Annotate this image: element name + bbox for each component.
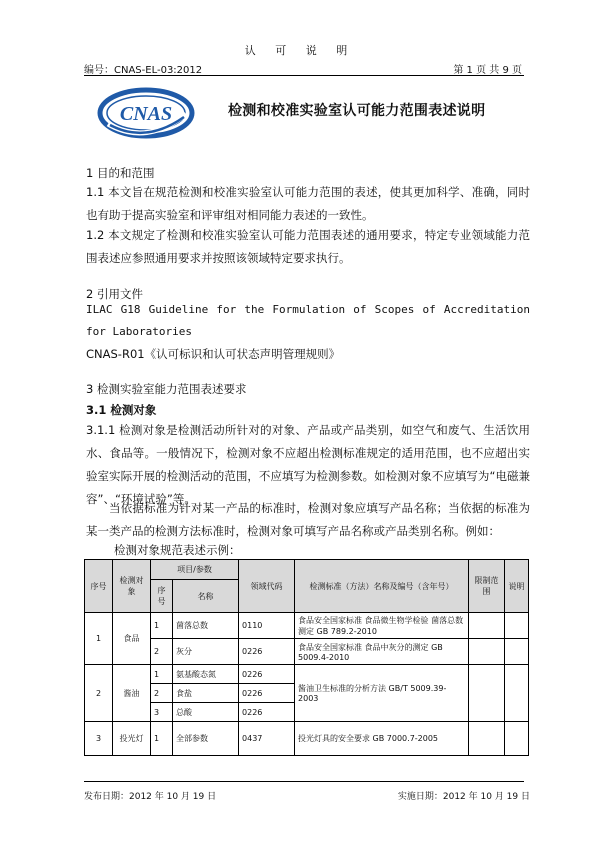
cell-name: 食盐 xyxy=(173,684,239,703)
header-field-code: 领域代码 xyxy=(239,560,295,613)
header-object: 检测对象 xyxy=(113,560,151,613)
table-row xyxy=(85,639,529,665)
cnas-logo xyxy=(96,84,196,140)
cell-note xyxy=(505,665,529,722)
cell-name: 氨基酸态氮 xyxy=(173,665,239,684)
cell-note xyxy=(505,722,529,756)
section-3-heading: 3 检测实验室能力范围表述要求 xyxy=(86,382,247,396)
document-code: 编号：CNAS-EL-03:2012 xyxy=(84,65,203,76)
section-2-heading: 2 引用文件 xyxy=(86,287,143,301)
cell-field-code: 0110 xyxy=(239,613,295,639)
cell-standard: 酱油卫生标准的分析方法 GB/T 5009.39-2003 xyxy=(295,665,469,722)
header-standard: 检测标准（方法）名称及编号（含年号） xyxy=(295,560,469,613)
section-1-paragraph-1: 1.1 本文旨在规范检测和校准实验室认可能力范围的表述，使其更加科学、准确，同时也有助于提高实验室和评审组对相同能力表述的一致性。 xyxy=(86,185,530,222)
section-1-heading: 1 目的和范围 xyxy=(86,166,155,180)
section-3-1-1-paragraph: 3.1.1 检测对象是检测活动所针对的对象、产品或产品类别，如空气和废气、生活饮用水、食品等。一般情况下，检测对象不应超出检测标准规定的适用范围，也不应超出实验室实际开展的检测活动的范围，不应填写为检测参数。如检测对象不应填写为“电磁兼容”、“环境试验”等。 xyxy=(86,423,530,506)
cell-field-code: 0437 xyxy=(239,722,295,756)
cell-sub-seq: 1 xyxy=(151,665,173,684)
table-row xyxy=(85,613,529,639)
document-title: 检测和校准实验室认可能力范围表述说明 xyxy=(228,103,486,119)
cell-limit xyxy=(469,722,505,756)
cell-standard: 食品安全国家标准 食品中灰分的测定 GB 5009.4-2010 xyxy=(295,639,469,665)
cell-object: 酱油 xyxy=(113,665,151,722)
scope-example-table xyxy=(84,559,529,756)
page-info: 第 1 页 共 9 页 xyxy=(453,65,522,76)
implement-date: 实施日期：2012 年 10 月 19 日 xyxy=(397,792,530,802)
cell-standard: 食品安全国家标准 食品微生物学检验 菌落总数测定 GB 789.2-2010 xyxy=(295,613,469,639)
publish-date: 发布日期：2012 年 10 月 19 日 xyxy=(84,792,217,802)
svg-text:CNAS: CNAS xyxy=(119,103,173,125)
cell-sub-seq: 1 xyxy=(151,613,173,639)
cell-object: 食品 xyxy=(113,613,151,665)
header-sub-seq: 序号 xyxy=(151,580,173,613)
cell-name: 全部参数 xyxy=(173,722,239,756)
cell-field-code: 0226 xyxy=(239,665,295,684)
header-name: 名称 xyxy=(173,580,239,613)
section-3-1-paragraph-2: 当依据标准为针对某一产品的标准时，检测对象应填写产品名称；当依据的标准为某一类产品的检测方法标准时，检测对象可填写产品名称或产品类别名称。例如： xyxy=(86,501,530,538)
cell-standard: 投光灯具的安全要求 GB 7000.7-2005 xyxy=(295,722,469,756)
cell-sub-seq: 2 xyxy=(151,639,173,665)
cell-name: 菌落总数 xyxy=(173,613,239,639)
header-seq: 序号 xyxy=(85,560,113,613)
document-type: 认 可 说 明 xyxy=(244,44,356,57)
table-row xyxy=(85,722,529,756)
header-note: 说明 xyxy=(505,560,529,613)
cell-seq: 3 xyxy=(85,722,113,756)
cell-object: 投光灯 xyxy=(113,722,151,756)
cell-name: 总酸 xyxy=(173,703,239,722)
cell-seq: 1 xyxy=(85,613,113,665)
table-header-row xyxy=(85,560,529,580)
example-label: 检测对象规范表述示例： xyxy=(114,543,241,557)
reference-ilac-g18: ILAC G18 Guideline for the Formulation of Scopes of Accreditation for Laboratories xyxy=(86,303,530,338)
cell-note xyxy=(505,613,529,639)
cell-seq: 2 xyxy=(85,665,113,722)
header-limit: 限制范围 xyxy=(469,560,505,613)
cell-limit xyxy=(469,613,505,639)
table-row xyxy=(85,665,529,684)
header-item-param: 项目/参数 xyxy=(151,560,239,580)
cell-sub-seq: 3 xyxy=(151,703,173,722)
cell-sub-seq: 2 xyxy=(151,684,173,703)
reference-cnas-r01: CNAS-R01《认可标识和认可状态声明管理规则》 xyxy=(86,347,341,361)
cell-field-code: 0226 xyxy=(239,684,295,703)
cell-field-code: 0226 xyxy=(239,639,295,665)
footer-rule xyxy=(84,781,524,782)
cell-limit xyxy=(469,639,505,665)
cell-field-code: 0226 xyxy=(239,703,295,722)
header-rule xyxy=(84,75,524,76)
section-3-1-heading: 3.1 检测对象 xyxy=(86,403,157,417)
section-1-paragraph-2: 1.2 本文规定了检测和校准实验室认可能力范围表述的通用要求，特定专业领域能力范围表述应参照通用要求并按照该领域特定要求执行。 xyxy=(86,228,530,265)
cell-name: 灰分 xyxy=(173,639,239,665)
cell-note xyxy=(505,639,529,665)
cell-sub-seq: 1 xyxy=(151,722,173,756)
cell-limit xyxy=(469,665,505,722)
